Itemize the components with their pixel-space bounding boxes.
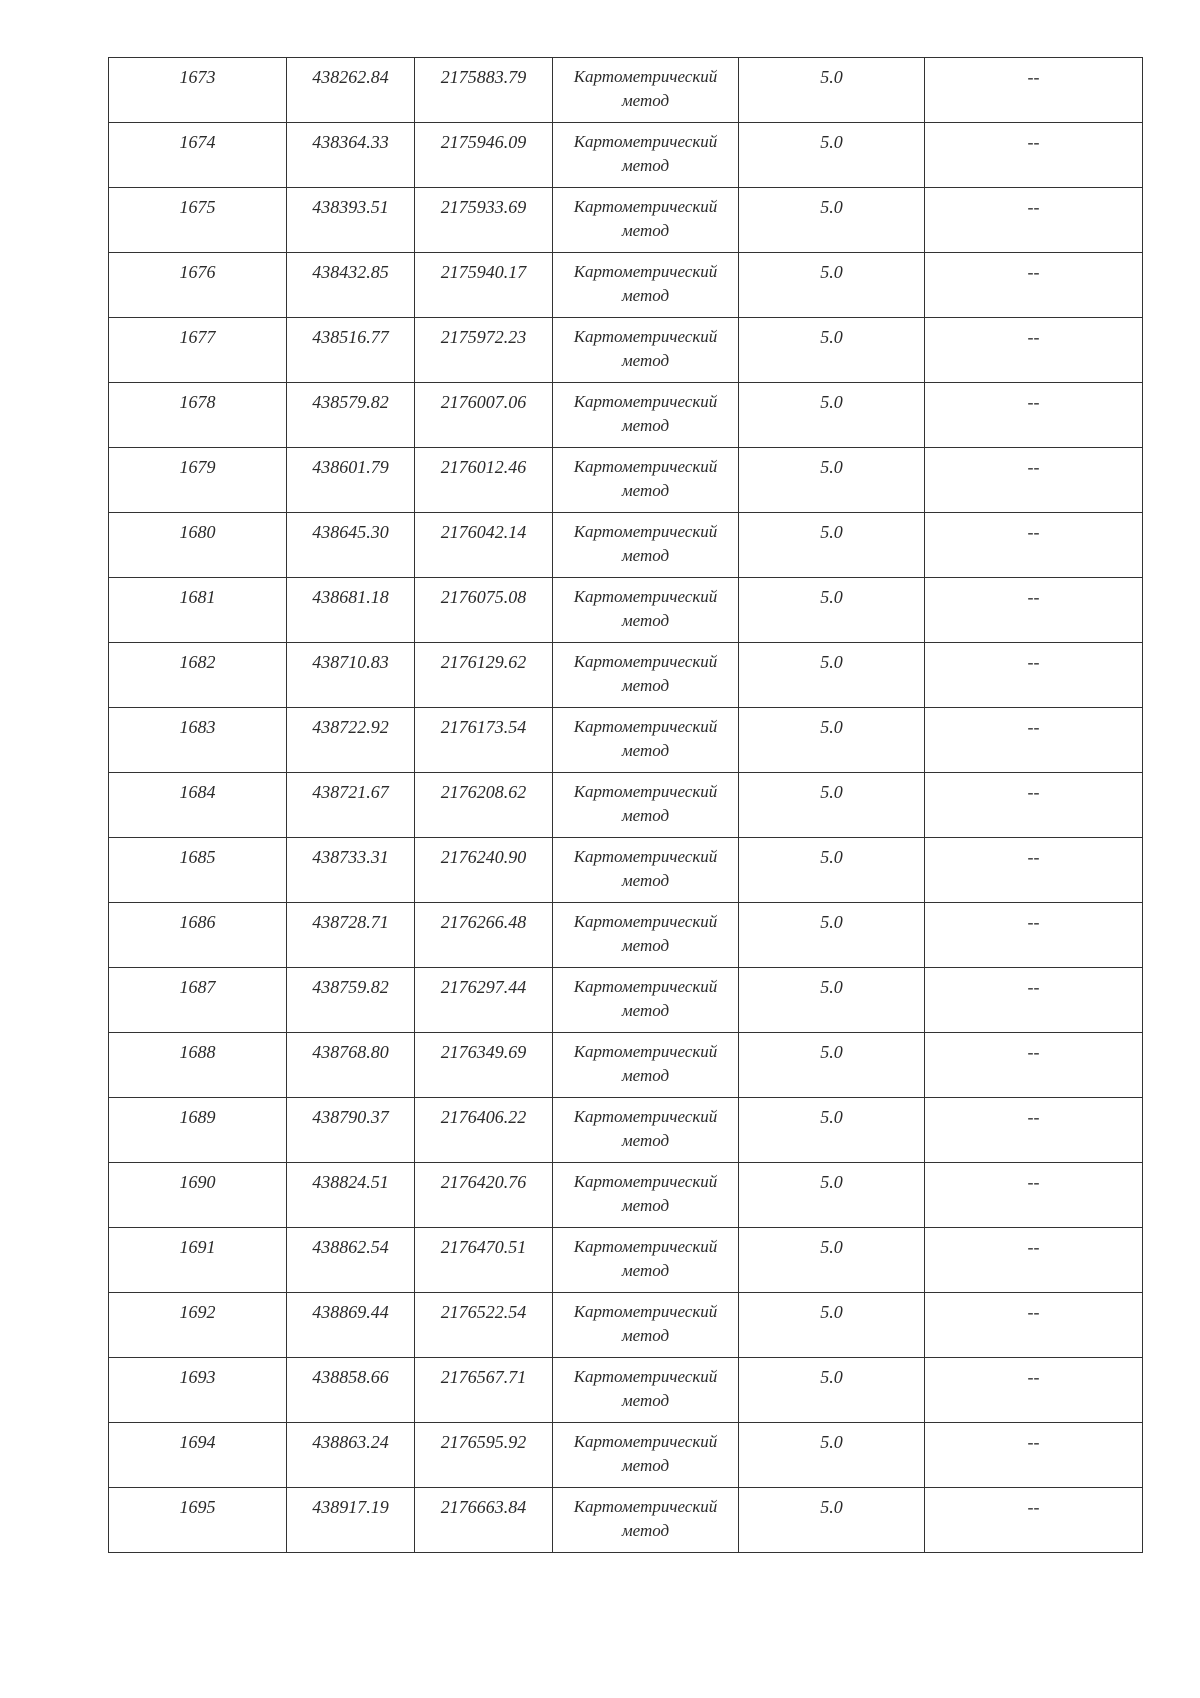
method-cell	[553, 1358, 739, 1423]
method-text: Картометрический метод	[573, 1107, 718, 1150]
coordinate-x-cell: 438863.24	[287, 1423, 415, 1488]
method-cell	[553, 1488, 739, 1553]
table-row	[109, 513, 1143, 578]
coordinates-table	[108, 57, 1143, 1553]
point-number-cell: 1676	[109, 253, 287, 318]
point-number-cell: 1685	[109, 838, 287, 903]
point-number-cell: 1684	[109, 773, 287, 838]
coordinate-y-cell: 2176266.48	[415, 903, 553, 968]
point-number-cell: 1694	[109, 1423, 287, 1488]
method-cell	[553, 1098, 739, 1163]
table-row	[109, 708, 1143, 773]
point-number-cell: 1689	[109, 1098, 287, 1163]
method-text: Картометрический метод	[573, 1042, 718, 1085]
method-cell	[553, 58, 739, 123]
point-number-cell: 1674	[109, 123, 287, 188]
coordinate-x-cell: 438722.92	[287, 708, 415, 773]
coordinate-y-cell: 2176240.90	[415, 838, 553, 903]
method-text: Картометрический метод	[573, 1497, 718, 1540]
method-cell	[553, 318, 739, 383]
method-text: Картометрический метод	[573, 392, 718, 435]
accuracy-cell: 5.0	[739, 513, 925, 578]
coordinate-x-cell: 438790.37	[287, 1098, 415, 1163]
note-cell: --	[925, 513, 1143, 578]
coordinate-y-cell: 2175940.17	[415, 253, 553, 318]
note-cell: --	[925, 1488, 1143, 1553]
coordinate-x-cell: 438917.19	[287, 1488, 415, 1553]
point-number-cell: 1679	[109, 448, 287, 513]
accuracy-cell: 5.0	[739, 708, 925, 773]
note-cell: --	[925, 188, 1143, 253]
note-cell: --	[925, 383, 1143, 448]
method-cell	[553, 383, 739, 448]
note-cell: --	[925, 253, 1143, 318]
point-number-cell: 1673	[109, 58, 287, 123]
method-cell	[553, 1033, 739, 1098]
coordinate-x-cell: 438262.84	[287, 58, 415, 123]
method-cell	[553, 643, 739, 708]
method-text: Картометрический метод	[573, 327, 718, 370]
coordinate-y-cell: 2176007.06	[415, 383, 553, 448]
coordinate-x-cell: 438681.18	[287, 578, 415, 643]
table-row	[109, 448, 1143, 513]
method-text: Картометрический метод	[573, 457, 718, 500]
point-number-cell: 1691	[109, 1228, 287, 1293]
coordinate-x-cell: 438516.77	[287, 318, 415, 383]
method-text: Картометрический метод	[573, 262, 718, 305]
accuracy-cell: 5.0	[739, 1358, 925, 1423]
coordinate-y-cell: 2176567.71	[415, 1358, 553, 1423]
note-cell: --	[925, 1293, 1143, 1358]
method-cell	[553, 253, 739, 318]
method-text: Картометрический метод	[573, 1302, 718, 1345]
coordinate-x-cell: 438858.66	[287, 1358, 415, 1423]
coordinate-x-cell: 438733.31	[287, 838, 415, 903]
note-cell: --	[925, 773, 1143, 838]
point-number-cell: 1681	[109, 578, 287, 643]
coordinate-y-cell: 2176012.46	[415, 448, 553, 513]
coordinate-x-cell: 438393.51	[287, 188, 415, 253]
method-cell	[553, 903, 739, 968]
table-row	[109, 318, 1143, 383]
method-cell	[553, 188, 739, 253]
document-page	[108, 57, 1143, 1553]
method-text: Картометрический метод	[573, 977, 718, 1020]
point-number-cell: 1693	[109, 1358, 287, 1423]
table-row	[109, 1488, 1143, 1553]
coordinate-y-cell: 2175933.69	[415, 188, 553, 253]
coordinate-x-cell: 438364.33	[287, 123, 415, 188]
coordinate-y-cell: 2176075.08	[415, 578, 553, 643]
note-cell: --	[925, 1228, 1143, 1293]
note-cell: --	[925, 448, 1143, 513]
coordinate-y-cell: 2176042.14	[415, 513, 553, 578]
note-cell: --	[925, 1358, 1143, 1423]
point-number-cell: 1688	[109, 1033, 287, 1098]
coordinate-y-cell: 2176470.51	[415, 1228, 553, 1293]
point-number-cell: 1682	[109, 643, 287, 708]
coordinates-table-body	[109, 58, 1143, 1553]
accuracy-cell: 5.0	[739, 448, 925, 513]
coordinate-y-cell: 2175972.23	[415, 318, 553, 383]
table-row	[109, 383, 1143, 448]
method-text: Картометрический метод	[573, 652, 718, 695]
method-text: Картометрический метод	[573, 912, 718, 955]
coordinate-x-cell: 438728.71	[287, 903, 415, 968]
method-cell	[553, 1228, 739, 1293]
coordinate-y-cell: 2175883.79	[415, 58, 553, 123]
accuracy-cell: 5.0	[739, 383, 925, 448]
table-row	[109, 1033, 1143, 1098]
point-number-cell: 1675	[109, 188, 287, 253]
coordinate-y-cell: 2176522.54	[415, 1293, 553, 1358]
point-number-cell: 1686	[109, 903, 287, 968]
method-cell	[553, 448, 739, 513]
method-text: Картометрический метод	[573, 782, 718, 825]
method-cell	[553, 578, 739, 643]
point-number-cell: 1692	[109, 1293, 287, 1358]
table-row	[109, 58, 1143, 123]
method-cell	[553, 513, 739, 578]
note-cell: --	[925, 123, 1143, 188]
coordinate-x-cell: 438710.83	[287, 643, 415, 708]
point-number-cell: 1690	[109, 1163, 287, 1228]
coordinate-y-cell: 2176129.62	[415, 643, 553, 708]
table-row	[109, 1423, 1143, 1488]
accuracy-cell: 5.0	[739, 253, 925, 318]
coordinate-y-cell: 2176420.76	[415, 1163, 553, 1228]
method-cell	[553, 1163, 739, 1228]
accuracy-cell: 5.0	[739, 1488, 925, 1553]
method-text: Картометрический метод	[573, 847, 718, 890]
accuracy-cell: 5.0	[739, 58, 925, 123]
accuracy-cell: 5.0	[739, 1033, 925, 1098]
coordinate-y-cell: 2175946.09	[415, 123, 553, 188]
method-text: Картометрический метод	[573, 1432, 718, 1475]
coordinate-y-cell: 2176349.69	[415, 1033, 553, 1098]
note-cell: --	[925, 643, 1143, 708]
table-row	[109, 1228, 1143, 1293]
coordinate-x-cell: 438579.82	[287, 383, 415, 448]
accuracy-cell: 5.0	[739, 188, 925, 253]
accuracy-cell: 5.0	[739, 1098, 925, 1163]
coordinate-x-cell: 438768.80	[287, 1033, 415, 1098]
table-row	[109, 253, 1143, 318]
table-row	[109, 643, 1143, 708]
note-cell: --	[925, 318, 1143, 383]
method-text: Картометрический метод	[573, 522, 718, 565]
accuracy-cell: 5.0	[739, 1423, 925, 1488]
coordinate-y-cell: 2176595.92	[415, 1423, 553, 1488]
point-number-cell: 1680	[109, 513, 287, 578]
table-row	[109, 968, 1143, 1033]
accuracy-cell: 5.0	[739, 1293, 925, 1358]
coordinate-y-cell: 2176208.62	[415, 773, 553, 838]
accuracy-cell: 5.0	[739, 1163, 925, 1228]
point-number-cell: 1687	[109, 968, 287, 1033]
note-cell: --	[925, 1098, 1143, 1163]
method-cell	[553, 708, 739, 773]
coordinate-x-cell: 438601.79	[287, 448, 415, 513]
method-cell	[553, 773, 739, 838]
note-cell: --	[925, 903, 1143, 968]
coordinate-x-cell: 438759.82	[287, 968, 415, 1033]
point-number-cell: 1677	[109, 318, 287, 383]
point-number-cell: 1678	[109, 383, 287, 448]
table-row	[109, 903, 1143, 968]
note-cell: --	[925, 708, 1143, 773]
accuracy-cell: 5.0	[739, 1228, 925, 1293]
table-row	[109, 123, 1143, 188]
method-cell	[553, 838, 739, 903]
table-row	[109, 188, 1143, 253]
method-text: Картометрический метод	[573, 587, 718, 630]
table-row	[109, 1293, 1143, 1358]
accuracy-cell: 5.0	[739, 903, 925, 968]
method-text: Картометрический метод	[573, 67, 718, 110]
coordinate-x-cell: 438645.30	[287, 513, 415, 578]
coordinate-x-cell: 438721.67	[287, 773, 415, 838]
table-row	[109, 578, 1143, 643]
accuracy-cell: 5.0	[739, 643, 925, 708]
method-text: Картометрический метод	[573, 1237, 718, 1280]
table-row	[109, 1163, 1143, 1228]
method-cell	[553, 1293, 739, 1358]
method-text: Картометрический метод	[573, 197, 718, 240]
coordinate-x-cell: 438869.44	[287, 1293, 415, 1358]
method-text: Картометрический метод	[573, 1367, 718, 1410]
coordinate-x-cell: 438432.85	[287, 253, 415, 318]
point-number-cell: 1695	[109, 1488, 287, 1553]
note-cell: --	[925, 578, 1143, 643]
method-cell	[553, 1423, 739, 1488]
coordinate-y-cell: 2176297.44	[415, 968, 553, 1033]
accuracy-cell: 5.0	[739, 968, 925, 1033]
point-number-cell: 1683	[109, 708, 287, 773]
method-text: Картометрический метод	[573, 717, 718, 760]
accuracy-cell: 5.0	[739, 773, 925, 838]
accuracy-cell: 5.0	[739, 578, 925, 643]
coordinate-y-cell: 2176173.54	[415, 708, 553, 773]
table-row	[109, 838, 1143, 903]
table-row	[109, 773, 1143, 838]
note-cell: --	[925, 1163, 1143, 1228]
method-text: Картометрический метод	[573, 1172, 718, 1215]
accuracy-cell: 5.0	[739, 838, 925, 903]
note-cell: --	[925, 58, 1143, 123]
method-text: Картометрический метод	[573, 132, 718, 175]
coordinate-x-cell: 438862.54	[287, 1228, 415, 1293]
table-row	[109, 1098, 1143, 1163]
note-cell: --	[925, 1423, 1143, 1488]
coordinate-x-cell: 438824.51	[287, 1163, 415, 1228]
note-cell: --	[925, 1033, 1143, 1098]
accuracy-cell: 5.0	[739, 318, 925, 383]
note-cell: --	[925, 838, 1143, 903]
accuracy-cell: 5.0	[739, 123, 925, 188]
note-cell: --	[925, 968, 1143, 1033]
coordinate-y-cell: 2176663.84	[415, 1488, 553, 1553]
method-cell	[553, 968, 739, 1033]
method-cell	[553, 123, 739, 188]
coordinate-y-cell: 2176406.22	[415, 1098, 553, 1163]
table-row	[109, 1358, 1143, 1423]
